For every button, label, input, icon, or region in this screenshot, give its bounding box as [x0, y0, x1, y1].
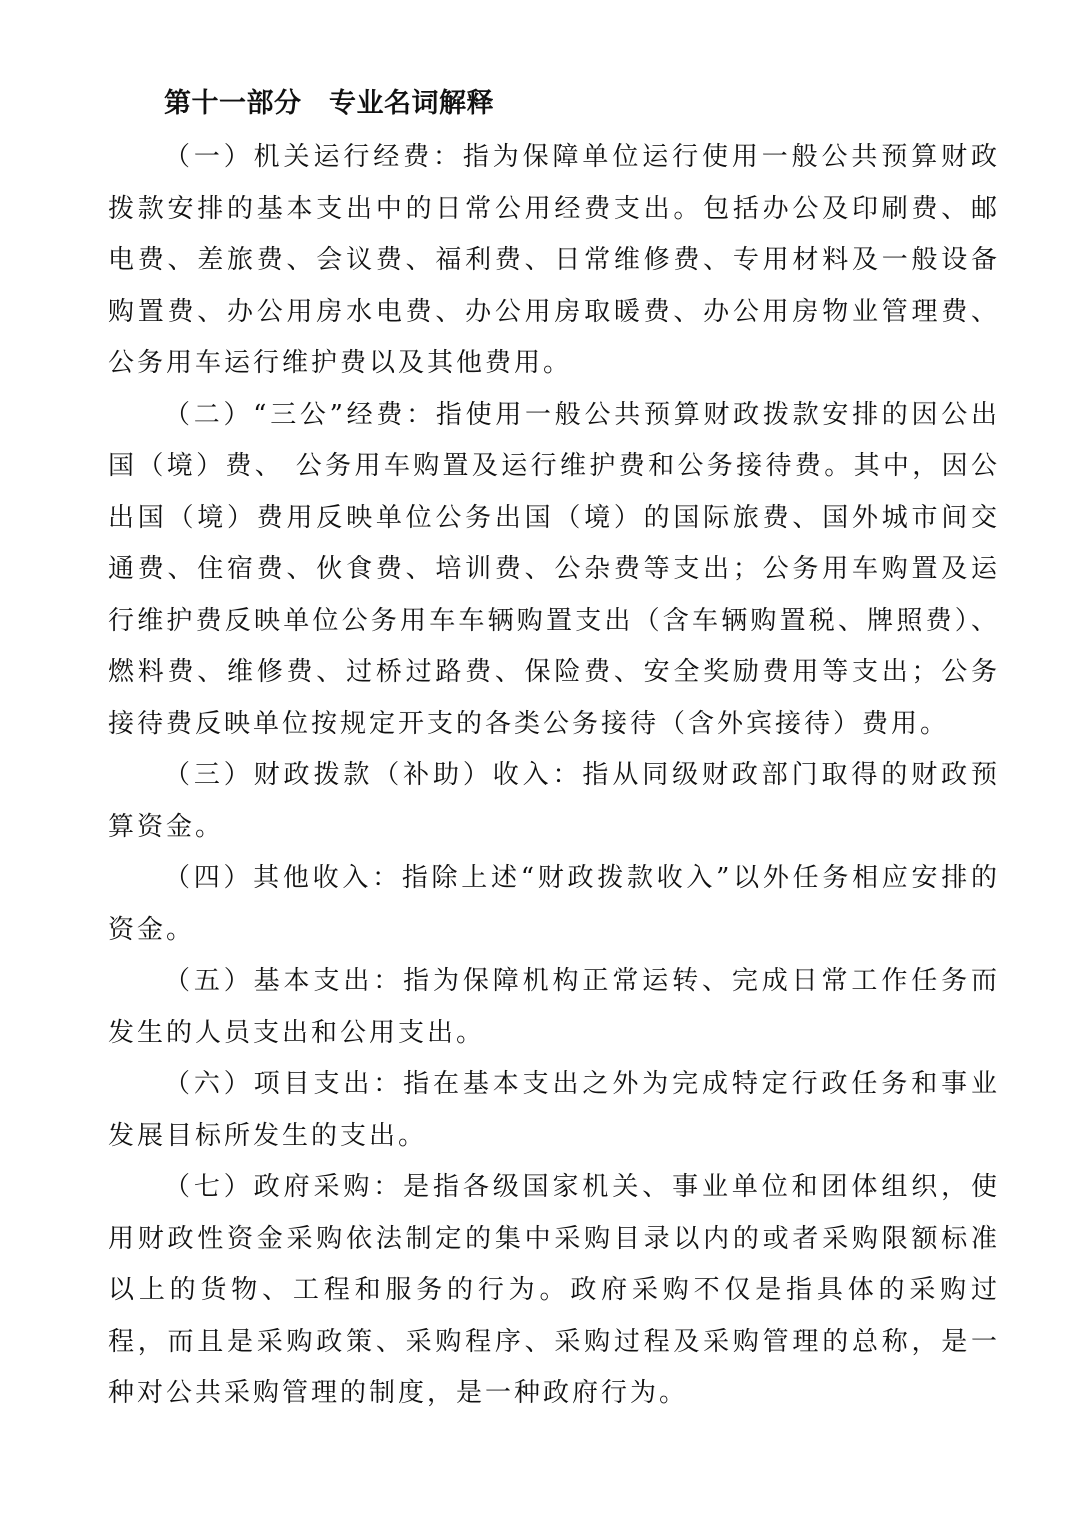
paragraph-project-expenditure: （六）项目支出：指在基本支出之外为完成特定行政任务和事业发展目标所发生的支出。 — [108, 1069, 1000, 1151]
paragraph-three-public-expenses: （二）“三公”经费：指使用一般公共预算财政拨款安排的因公出国（境）费、 公务用车购置及运行维护费和公务接待费。其中，因公出国（境）费用反映单位公务出国（境）的国际旅费、国外城市间交通费、住宿费、伙食费、培训费、公杂费等支出；公务用车购置及运行维护费反映单位公务用车车辆购置支出（含车辆购置税、牌照费）、燃料费、维修费、过桥过路费、保险费、安全奖励费用等支出；公务接待费反映单位按规定开支的各类公务接待（含外宾接待）费用。 — [108, 399, 1000, 739]
paragraph-basic-expenditure: （五）基本支出：指为保障机构正常运转、完成日常工作任务而发生的人员支出和公用支出。 — [108, 966, 1000, 1048]
paragraph-other-income: （四）其他收入：指除上述“财政拨款收入”以外任务相应安排的资金。 — [108, 863, 1000, 945]
document-page — [108, 78, 1000, 1420]
section-heading: 第十一部分 专业名词解释 — [164, 88, 494, 119]
paragraph-operating-expenses: （一）机关运行经费：指为保障单位运行使用一般公共预算财政拨款安排的基本支出中的日常公用经费支出。包括办公及印刷费、邮电费、差旅费、会议费、福利费、日常维修费、专用材料及一般设备购置费、办公用房水电费、办公用房取暖费、办公用房物业管理费、公务用车运行维护费以及其他费用。 — [108, 142, 1000, 378]
paragraph-government-procurement: （七）政府采购：是指各级国家机关、事业单位和团体组织，使用财政性资金采购依法制定的集中采购目录以内的或者采购限额标准以上的货物、工程和服务的行为。政府采购不仅是指具体的采购过程，而且是采购政策、采购程序、采购过程及采购管理的总称，是一种对公共采购管理的制度，是一种政府行为。 — [108, 1172, 1000, 1408]
paragraph-fiscal-appropriation-income: （三）财政拨款（补助）收入：指从同级财政部门取得的财政预算资金。 — [108, 760, 1000, 842]
